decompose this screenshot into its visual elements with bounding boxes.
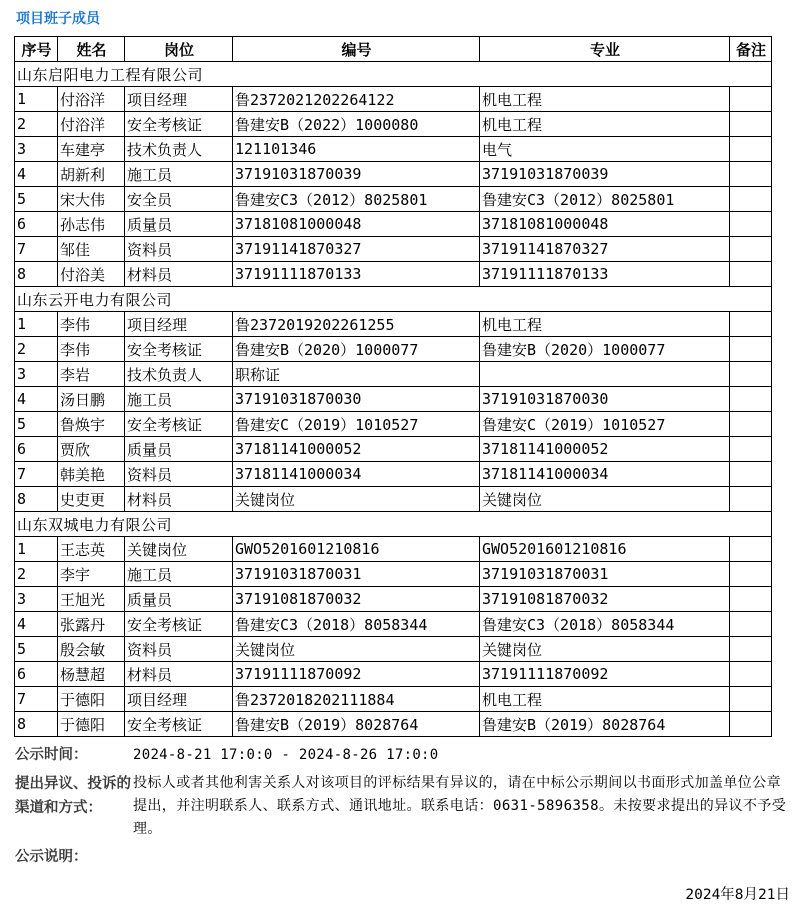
cell-no: 4: [15, 162, 58, 187]
cell-name: 付浴美: [58, 262, 125, 287]
cell-position: 施工员: [125, 562, 233, 587]
cell-position: 材料员: [125, 262, 233, 287]
cell-name: 付浴洋: [58, 87, 125, 112]
cell-number: 关键岗位: [233, 487, 480, 512]
cell-position: 技术负责人: [125, 362, 233, 387]
cell-specialty: 机电工程: [480, 312, 730, 337]
cell-name: 王志英: [58, 537, 125, 562]
objection-text: 投标人或者其他利害关系人对该项目的评标结果有异议的，请在中标公示期间以书面形式加盖单位公章提出，并注明联系人、联系方式、通讯地址。联系电话：0631-5896358。未按要求提出的异议不予受理。: [133, 775, 787, 837]
cell-number: 鲁建安C3（2018）8058344: [233, 612, 480, 637]
header-name: 姓名: [58, 37, 125, 62]
cell-position: 关键岗位: [125, 537, 233, 562]
cell-position: 项目经理: [125, 687, 233, 712]
table-row: [15, 137, 772, 162]
page-title: 项目班子成员: [16, 10, 100, 26]
cell-position: 质量员: [125, 587, 233, 612]
cell-no: 6: [15, 662, 58, 687]
cell-name: 李伟: [58, 312, 125, 337]
cell-remark: [730, 437, 772, 462]
cell-number: 鲁2372019202261255: [233, 312, 480, 337]
cell-number: 鲁建安C（2019）1010527: [233, 412, 480, 437]
cell-name: 邹佳: [58, 237, 125, 262]
table-row: [15, 437, 772, 462]
note-row: [15, 845, 790, 869]
footer: [15, 743, 790, 904]
table-row: [15, 387, 772, 412]
cell-number: 37191141870327: [233, 237, 480, 262]
cell-position: 资料员: [125, 637, 233, 662]
table-row: [15, 462, 772, 487]
cell-specialty: 37181141000052: [480, 437, 730, 462]
cell-position: 安全考核证: [125, 412, 233, 437]
cell-position: 安全考核证: [125, 112, 233, 137]
cell-name: 孙志伟: [58, 212, 125, 237]
cell-remark: [730, 362, 772, 387]
cell-position: 材料员: [125, 662, 233, 687]
header-position: 岗位: [125, 37, 233, 62]
cell-no: 8: [15, 712, 58, 737]
cell-remark: [730, 187, 772, 212]
cell-number: 关键岗位: [233, 637, 480, 662]
cell-no: 7: [15, 237, 58, 262]
cell-number: 37191031870039: [233, 162, 480, 187]
cell-specialty: 关键岗位: [480, 487, 730, 512]
cell-specialty: 37191111870133: [480, 262, 730, 287]
cell-position: 施工员: [125, 387, 233, 412]
cell-position: 安全考核证: [125, 612, 233, 637]
header-specialty: 专业: [480, 37, 730, 62]
cell-number: 37191111870092: [233, 662, 480, 687]
header-row: [15, 37, 772, 62]
cell-name: 杨慧超: [58, 662, 125, 687]
cell-name: 于德阳: [58, 687, 125, 712]
header-no: 序号: [15, 37, 58, 62]
cell-specialty: 机电工程: [480, 687, 730, 712]
company-row: [15, 512, 772, 537]
cell-no: 7: [15, 687, 58, 712]
cell-no: 1: [15, 87, 58, 112]
table-row: [15, 412, 772, 437]
cell-name: 李宇: [58, 562, 125, 587]
cell-number: 鲁建安B（2019）8028764: [233, 712, 480, 737]
cell-remark: [730, 212, 772, 237]
cell-remark: [730, 312, 772, 337]
cell-name: 车建亭: [58, 137, 125, 162]
table-row: [15, 362, 772, 387]
cell-specialty: [480, 362, 730, 387]
cell-position: 资料员: [125, 462, 233, 487]
cell-remark: [730, 262, 772, 287]
cell-no: 2: [15, 112, 58, 137]
company-row: [15, 287, 772, 312]
cell-name: 付浴洋: [58, 112, 125, 137]
table-row: [15, 187, 772, 212]
cell-no: 4: [15, 387, 58, 412]
cell-number: 鲁建安B（2020）1000077: [233, 337, 480, 362]
publicity-time-row: [15, 743, 790, 767]
cell-number: 鲁建安B（2022）1000080: [233, 112, 480, 137]
cell-remark: [730, 487, 772, 512]
cell-name: 贾欣: [58, 437, 125, 462]
cell-remark: [730, 112, 772, 137]
header-remark: 备注: [730, 37, 772, 62]
cell-specialty: 37181141000034: [480, 462, 730, 487]
cell-number: 37191031870031: [233, 562, 480, 587]
table-row: [15, 612, 772, 637]
cell-specialty: 37191141870327: [480, 237, 730, 262]
cell-specialty: 37191031870039: [480, 162, 730, 187]
cell-no: 8: [15, 487, 58, 512]
table-row: [15, 162, 772, 187]
cell-number: 37191081870032: [233, 587, 480, 612]
table-row: [15, 262, 772, 287]
cell-no: 3: [15, 362, 58, 387]
cell-position: 质量员: [125, 437, 233, 462]
cell-name: 宋大伟: [58, 187, 125, 212]
cell-no: 3: [15, 137, 58, 162]
cell-specialty: 鲁建安B（2019）8028764: [480, 712, 730, 737]
cell-specialty: 37191111870092: [480, 662, 730, 687]
note-label: 公示说明：: [15, 849, 88, 865]
company-name: 山东云开电力有限公司: [15, 287, 772, 312]
header-number: 编号: [233, 37, 480, 62]
cell-position: 项目经理: [125, 87, 233, 112]
table-row: [15, 537, 772, 562]
company-name: 山东双城电力有限公司: [15, 512, 772, 537]
cell-number: GWO5201601210816: [233, 537, 480, 562]
cell-name: 李伟: [58, 337, 125, 362]
cell-remark: [730, 237, 772, 262]
table-row: [15, 337, 772, 362]
table-row: [15, 562, 772, 587]
cell-number: 37181141000052: [233, 437, 480, 462]
table-row: [15, 312, 772, 337]
cell-specialty: 关键岗位: [480, 637, 730, 662]
cell-specialty: 鲁建安B（2020）1000077: [480, 337, 730, 362]
cell-remark: [730, 637, 772, 662]
cell-number: 职称证: [233, 362, 480, 387]
team-table: [14, 36, 772, 737]
cell-remark: [730, 387, 772, 412]
table-row: [15, 212, 772, 237]
cell-specialty: 机电工程: [480, 112, 730, 137]
publicity-time-label: 公示时间：: [15, 747, 88, 763]
cell-no: 4: [15, 612, 58, 637]
cell-no: 7: [15, 462, 58, 487]
cell-position: 施工员: [125, 162, 233, 187]
cell-specialty: 鲁建安C3（2012）8025801: [480, 187, 730, 212]
cell-remark: [730, 87, 772, 112]
cell-specialty: 电气: [480, 137, 730, 162]
cell-no: 2: [15, 562, 58, 587]
cell-no: 6: [15, 437, 58, 462]
cell-specialty: 37191031870030: [480, 387, 730, 412]
cell-number: 121101346: [233, 137, 480, 162]
cell-name: 王旭光: [58, 587, 125, 612]
table-row: [15, 662, 772, 687]
objection-label-line1: 提出异议、投诉的: [15, 776, 131, 792]
cell-position: 安全员: [125, 187, 233, 212]
cell-number: 鲁2372018202111884: [233, 687, 480, 712]
cell-no: 5: [15, 637, 58, 662]
objection-row: [15, 772, 790, 841]
cell-no: 5: [15, 187, 58, 212]
cell-number: 37181081000048: [233, 212, 480, 237]
table-row: [15, 687, 772, 712]
cell-name: 鲁焕宇: [58, 412, 125, 437]
team-table-body: [15, 62, 772, 737]
cell-position: 资料员: [125, 237, 233, 262]
cell-no: 1: [15, 312, 58, 337]
cell-name: 殷会敏: [58, 637, 125, 662]
cell-remark: [730, 712, 772, 737]
cell-remark: [730, 587, 772, 612]
cell-remark: [730, 612, 772, 637]
cell-specialty: 鲁建安C（2019）1010527: [480, 412, 730, 437]
objection-label: [15, 772, 133, 820]
cell-number: 37191111870133: [233, 262, 480, 287]
cell-name: 韩美艳: [58, 462, 125, 487]
company-row: [15, 62, 772, 87]
cell-name: 李岩: [58, 362, 125, 387]
table-row: [15, 637, 772, 662]
cell-specialty: GWO5201601210816: [480, 537, 730, 562]
cell-position: 安全考核证: [125, 337, 233, 362]
cell-position: 项目经理: [125, 312, 233, 337]
objection-label-line2: 渠道和方式：: [15, 800, 102, 816]
cell-remark: [730, 462, 772, 487]
cell-specialty: 鲁建安C3（2018）8058344: [480, 612, 730, 637]
cell-remark: [730, 137, 772, 162]
publish-date: 2024年8月21日: [685, 887, 790, 903]
table-row: [15, 712, 772, 737]
cell-no: 3: [15, 587, 58, 612]
publicity-time-value: 2024-8-21 17:0:0 - 2024-8-26 17:0:0: [133, 747, 439, 763]
cell-name: 张露丹: [58, 612, 125, 637]
cell-name: 于德阳: [58, 712, 125, 737]
cell-remark: [730, 412, 772, 437]
table-row: [15, 112, 772, 137]
cell-position: 材料员: [125, 487, 233, 512]
cell-number: 鲁2372021202264122: [233, 87, 480, 112]
cell-remark: [730, 162, 772, 187]
cell-remark: [730, 687, 772, 712]
cell-position: 安全考核证: [125, 712, 233, 737]
cell-number: 鲁建安C3（2012）8025801: [233, 187, 480, 212]
cell-no: 1: [15, 537, 58, 562]
cell-name: 胡新利: [58, 162, 125, 187]
cell-remark: [730, 337, 772, 362]
cell-name: 汤日鹏: [58, 387, 125, 412]
table-row: [15, 87, 772, 112]
cell-remark: [730, 562, 772, 587]
cell-remark: [730, 662, 772, 687]
company-name: 山东启阳电力工程有限公司: [15, 62, 772, 87]
cell-number: 37191031870030: [233, 387, 480, 412]
cell-specialty: 37181081000048: [480, 212, 730, 237]
table-row: [15, 587, 772, 612]
table-row: [15, 237, 772, 262]
cell-no: 8: [15, 262, 58, 287]
cell-specialty: 37191031870031: [480, 562, 730, 587]
cell-remark: [730, 537, 772, 562]
cell-no: 2: [15, 337, 58, 362]
cell-position: 技术负责人: [125, 137, 233, 162]
cell-no: 5: [15, 412, 58, 437]
table-row: [15, 487, 772, 512]
cell-specialty: 机电工程: [480, 87, 730, 112]
cell-no: 6: [15, 212, 58, 237]
cell-specialty: 37191081870032: [480, 587, 730, 612]
cell-position: 质量员: [125, 212, 233, 237]
cell-name: 史吏更: [58, 487, 125, 512]
cell-number: 37181141000034: [233, 462, 480, 487]
